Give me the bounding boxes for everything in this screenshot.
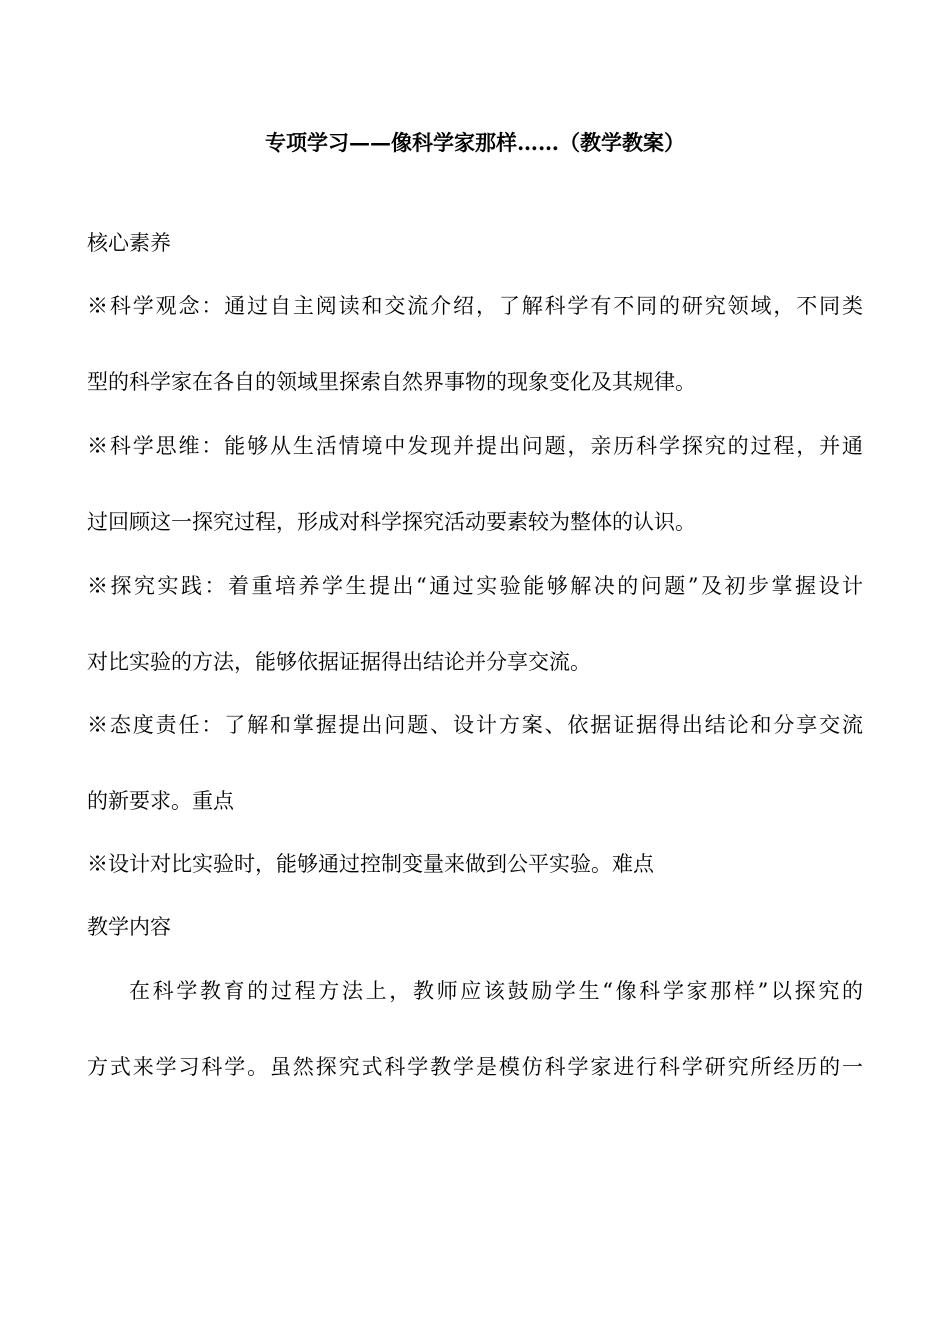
core-item-thinking-line2: 过回顾这一探究过程，形成对科学探究活动要素较为整体的认识。 — [87, 510, 696, 534]
section-heading-content: 教学内容 — [87, 915, 171, 939]
core-item-thinking-line1: ※科学思维：能够从生活情境中发现并提出问题，亲历科学探究的过程，并通 — [87, 434, 863, 458]
difficulty-line: ※设计对比实验时，能够通过控制变量来做到公平实验。难点 — [87, 852, 654, 876]
core-item-attitude-line2: 的新要求。重点 — [87, 789, 234, 813]
content-paragraph-line1: 在科学教育的过程方法上，教师应该鼓励学生“像科学家那样”以探究的 — [129, 979, 863, 1003]
core-item-practice-line2: 对比实验的方法，能够依据证据得出结论并分享交流。 — [87, 650, 591, 674]
core-item-attitude-line1: ※态度责任：了解和掌握提出问题、设计方案、依据证据得出结论和分享交流 — [87, 713, 863, 737]
content-paragraph-line2: 方式来学习科学。虽然探究式科学教学是模仿科学家进行科学研究所经历的一 — [87, 1055, 863, 1079]
core-item-concept-line2: 型的科学家在各自的领域里探索自然界事物的现象变化及其规律。 — [87, 370, 696, 394]
document-title: 专项学习——像科学家那样……（教学教案） — [265, 130, 685, 155]
core-item-concept-line1: ※科学观念：通过自主阅读和交流介绍，了解科学有不同的研究领域，不同类 — [87, 294, 863, 318]
core-item-practice-line1: ※探究实践：着重培养学生提出“通过实验能够解决的问题”及初步掌握设计 — [87, 574, 863, 598]
section-heading-core: 核心素养 — [87, 231, 171, 255]
